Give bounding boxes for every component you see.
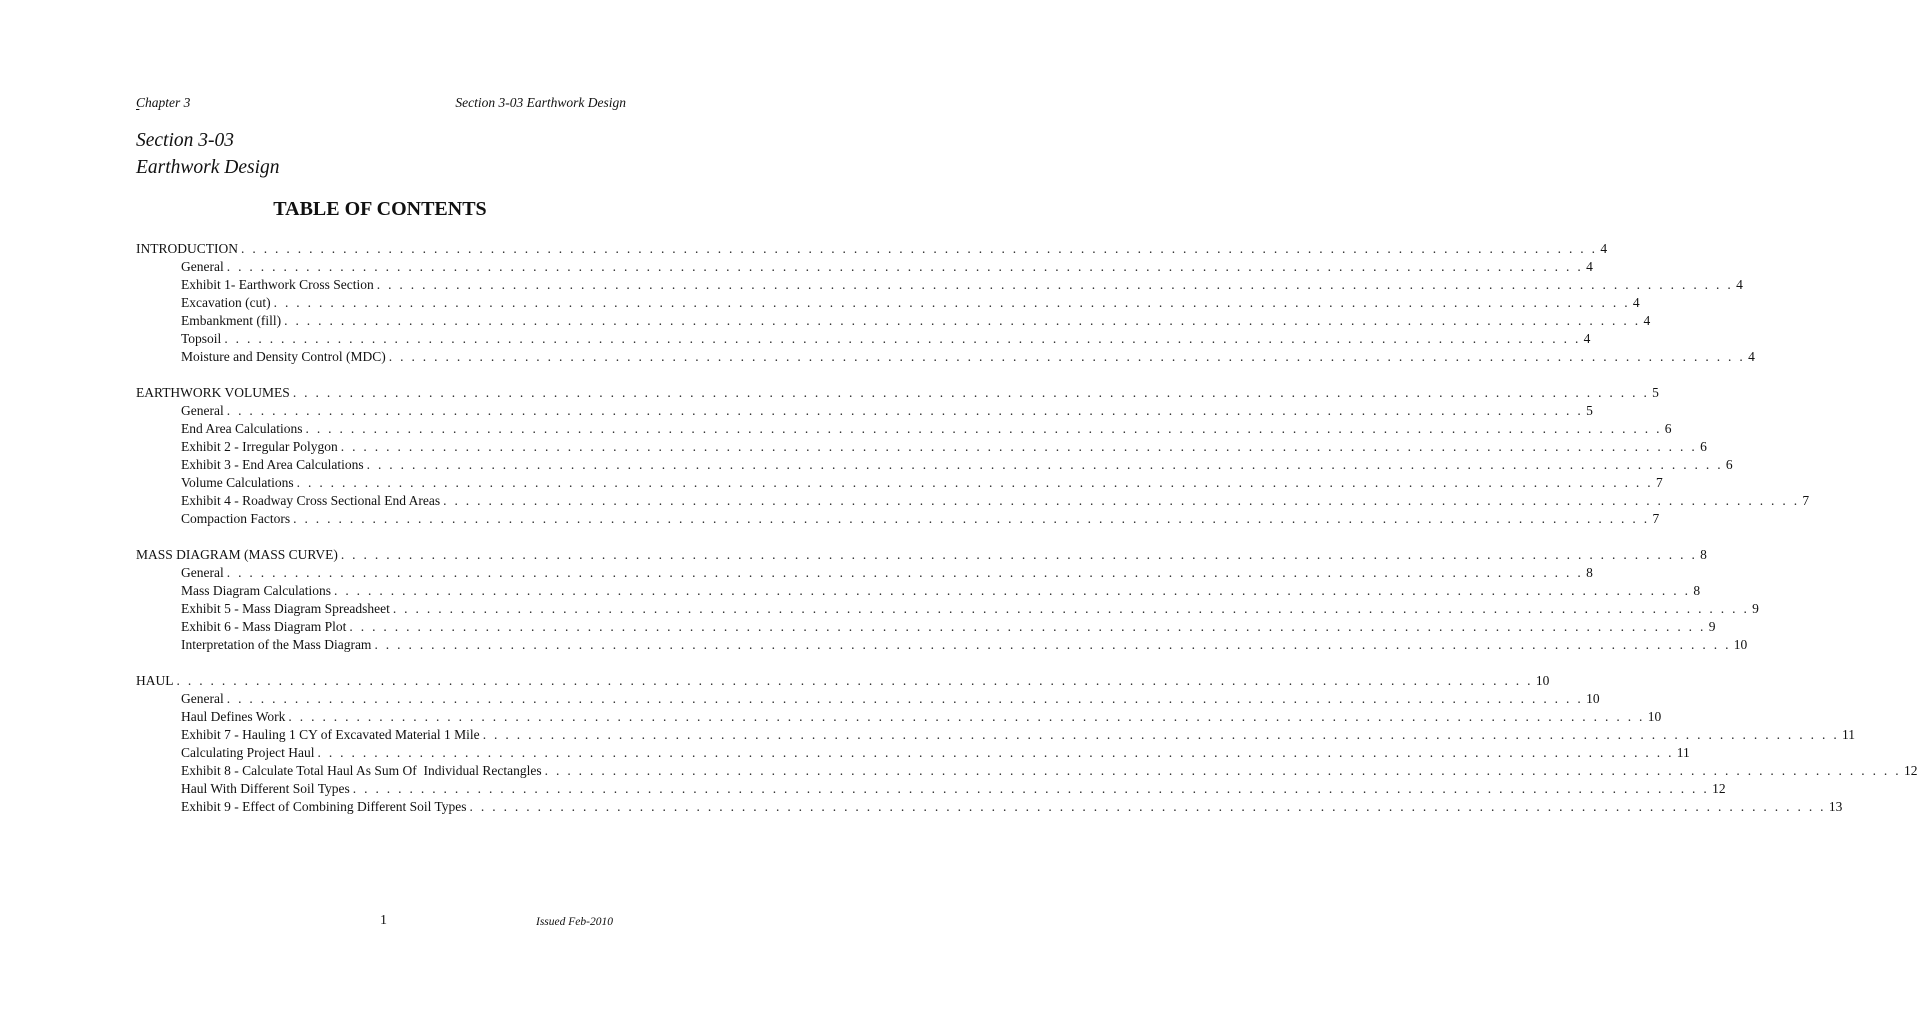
toc-entry[interactable] — [136, 330, 1591, 348]
dot-leader: . . . . . . . . . . . . . . . . . . . . . . . . . . . . . . . . . . . . . . . . . . . . . . . . . . . . . . . . . . . . . . . . . . . . . . . . . . . . . . . . . . . . . . . . . . . . . . . . . . . . . . . . . . . . . . . . . . . . . . . . — [469, 799, 1826, 814]
table-of-contents — [136, 240, 1917, 834]
toc-entry-page: 10 — [1586, 691, 1600, 706]
toc-entry[interactable] — [136, 726, 1856, 744]
toc-entry-page: 11 — [1842, 727, 1856, 742]
toc-entry-page: 6 — [1700, 439, 1707, 454]
dot-leader: . . . . . . . . . . . . . . . . . . . . . . . . . . . . . . . . . . . . . . . . . . . . . . . . . . . . . . . . . . . . . . . . . . . . . . . . . . . . . . . . . . . . . . . . . . . . . . . . . . . . . . . . . . . . . . . . . . . . . . . . — [340, 439, 1698, 454]
page-number: 1 — [380, 913, 387, 928]
toc-section-heading[interactable] — [136, 240, 1608, 258]
dot-leader: . . . . . . . . . . . . . . . . . . . . . . . . . . . . . . . . . . . . . . . . . . . . . . . . . . . . . . . . . . . . . . . . . . . . . . . . . . . . . . . . . . . . . . . . . . . . . . . . . . . . . . . . . . . . . . . . . . . . . . . . — [392, 601, 1750, 616]
toc-heading: TABLE OF CONTENTS — [273, 198, 487, 220]
toc-entry-label: Compaction Factors — [181, 511, 291, 526]
section-number: Section 3-03 — [136, 130, 235, 151]
toc-entry[interactable] — [136, 438, 1707, 456]
toc-entry[interactable] — [136, 348, 1755, 366]
section-label: Section 3-03 Earthwork Design — [455, 95, 626, 110]
toc-entry-label: Exhibit 7 - Hauling 1 CY of Excavated Material 1 Mile — [181, 727, 480, 742]
toc-entry-page: 4 — [1583, 331, 1591, 346]
toc-entry-label: General — [181, 403, 224, 418]
toc-section-heading[interactable] — [136, 546, 1707, 564]
toc-entry-page: 9 — [1708, 619, 1716, 634]
toc-entry-page: 12 — [1712, 781, 1726, 796]
dot-leader: . . . . . . . . . . . . . . . . . . . . . . . . . . . . . . . . . . . . . . . . . . . . . . . . . . . . . . . . . . . . . . . . . . . . . . . . . . . . . . . . . . . . . . . . . . . . . . . . . . . . . . . . . . . . . . . . . . . . . . . . — [388, 349, 1746, 364]
toc-entry[interactable] — [136, 690, 1600, 708]
toc-entry-page: 4 — [1736, 277, 1743, 292]
toc-entry[interactable] — [136, 582, 1701, 600]
toc-entry-page: 13 — [1828, 799, 1843, 814]
toc-entry[interactable] — [136, 420, 1672, 438]
toc-entry[interactable] — [136, 276, 1743, 294]
issued-date: Issued Feb-2010 — [536, 916, 613, 928]
toc-entry-label: Haul With Different Soil Types — [181, 781, 350, 796]
toc-entry[interactable] — [136, 510, 1660, 528]
dot-leader: . . . . . . . . . . . . . . . . . . . . . . . . . . . . . . . . . . . . . . . . . . . . . . . . . . . . . . . . . . . . . . . . . . . . . . . . . . . . . . . . . . . . . . . . . . . . . . . . . . . . . . . . . . . . . . . . . . . . . . . . — [374, 637, 1731, 652]
toc-entry-label: Exhibit 6 - Mass Diagram Plot — [181, 619, 347, 634]
toc-entry-page: 4 — [1748, 349, 1755, 364]
toc-entry-page: 11 — [1676, 745, 1690, 760]
dot-leader: . . . . . . . . . . . . . . . . . . . . . . . . . . . . . . . . . . . . . . . . . . . . . . . . . . . . . . . . . . . . . . . . . . . . . . . . . . . . . . . . . . . . . . . . . . . . . . . . . . . . . . . . . . . . . . . . . . . . . . . . — [226, 259, 1584, 274]
dot-leader: . . . . . . . . . . . . . . . . . . . . . . . . . . . . . . . . . . . . . . . . . . . . . . . . . . . . . . . . . . . . . . . . . . . . . . . . . . . . . . . . . . . . . . . . . . . . . . . . . . . . . . . . . . . . . . . . . . . . . . . . — [224, 331, 1581, 346]
toc-entry[interactable] — [136, 744, 1690, 762]
toc-entry[interactable] — [136, 312, 1651, 330]
toc-entry[interactable] — [136, 564, 1593, 582]
toc-entry-label: Calculating Project Haul — [181, 745, 315, 760]
dot-leader: . . . . . . . . . . . . . . . . . . . . . . . . . . . . . . . . . . . . . . . . . . . . . . . . . . . . . . . . . . . . . . . . . . . . . . . . . . . . . . . . . . . . . . . . . . . . . . . . . . . . . . . . . . . . . . . . . . . . . . . . — [176, 673, 1533, 688]
toc-entry-page: 7 — [1802, 493, 1810, 508]
dot-leader: . . . . . . . . . . . . . . . . . . . . . . . . . . . . . . . . . . . . . . . . . . . . . . . . . . . . . . . . . . . . . . . . . . . . . . . . . . . . . . . . . . . . . . . . . . . . . . . . . . . . . . . . . . . . . . . . . . . . . . . . — [333, 583, 1691, 598]
toc-entry-label: Exhibit 5 - Mass Diagram Spreadsheet — [181, 601, 390, 616]
toc-entry-label: Embankment (fill) — [181, 313, 282, 328]
toc-entry-page: 7 — [1652, 511, 1660, 526]
toc-section — [136, 384, 1810, 528]
toc-entry-label: Interpretation of the Mass Diagram — [181, 637, 372, 652]
toc-entry[interactable] — [136, 762, 1917, 780]
toc-section-heading[interactable] — [136, 672, 1550, 690]
toc-entry-page: 4 — [1643, 313, 1651, 328]
toc-entry-page: 10 — [1647, 709, 1662, 724]
toc-entry-page: 5 — [1586, 403, 1593, 418]
toc-entry-page: 9 — [1752, 601, 1759, 616]
toc-section — [136, 672, 1917, 816]
dot-leader: . . . . . . . . . . . . . . . . . . . . . . . . . . . . . . . . . . . . . . . . . . . . . . . . . . . . . . . . . . . . . . . . . . . . . . . . . . . . . . . . . . . . . . . . . . . . . . . . . . . . . . . . . . . . . . . . . . . . . . . . — [226, 565, 1584, 580]
toc-entry-page: 8 — [1700, 547, 1707, 562]
toc-entry-label: General — [181, 565, 224, 580]
dot-leader: . . . . . . . . . . . . . . . . . . . . . . . . . . . . . . . . . . . . . . . . . . . . . . . . . . . . . . . . . . . . . . . . . . . . . . . . . . . . . . . . . . . . . . . . . . . . . . . . . . . . . . . . . . . . . . . . . . . . . . . . — [317, 745, 1674, 760]
dot-leader: . . . . . . . . . . . . . . . . . . . . . . . . . . . . . . . . . . . . . . . . . . . . . . . . . . . . . . . . . . . . . . . . . . . . . . . . . . . . . . . . . . . . . . . . . . . . . . . . . . . . . . . . . . . . . . . . . . . . . . . . — [544, 763, 1901, 778]
toc-entry-label: HAUL — [136, 673, 174, 688]
toc-entry-label: Mass Diagram Calculations — [181, 583, 331, 598]
toc-entry-page: 10 — [1733, 637, 1748, 652]
dot-leader: . . . . . . . . . . . . . . . . . . . . . . . . . . . . . . . . . . . . . . . . . . . . . . . . . . . . . . . . . . . . . . . . . . . . . . . . . . . . . . . . . . . . . . . . . . . . . . . . . . . . . . . . . . . . . . . . . . . . . . . . — [292, 385, 1650, 400]
toc-entry-label: EARTHWORK VOLUMES — [136, 385, 290, 400]
dot-leader: . . . . . . . . . . . . . . . . . . . . . . . . . . . . . . . . . . . . . . . . . . . . . . . . . . . . . . . . . . . . . . . . . . . . . . . . . . . . . . . . . . . . . . . . . . . . . . . . . . . . . . . . . . . . . . . . . . . . . . . . — [273, 295, 1630, 310]
toc-entry-label: Exhibit 1- Earthwork Cross Section — [181, 277, 374, 292]
dot-leader: . . . . . . . . . . . . . . . . . . . . . . . . . . . . . . . . . . . . . . . . . . . . . . . . . . . . . . . . . . . . . . . . . . . . . . . . . . . . . . . . . . . . . . . . . . . . . . . . . . . . . . . . . . . . . . . . . . . . . . . . — [226, 403, 1584, 418]
dot-leader: . . . . . . . . . . . . . . . . . . . . . . . . . . . . . . . . . . . . . . . . . . . . . . . . . . . . . . . . . . . . . . . . . . . . . . . . . . . . . . . . . . . . . . . . . . . . . . . . . . . . . . . . . . . . . . . . . . . . . . . . — [443, 493, 1800, 508]
toc-entry[interactable] — [136, 798, 1843, 816]
toc-section — [136, 240, 1755, 366]
running-header — [136, 95, 626, 111]
toc-entry-page: 5 — [1652, 385, 1659, 400]
dot-leader: . . . . . . . . . . . . . . . . . . . . . . . . . . . . . . . . . . . . . . . . . . . . . . . . . . . . . . . . . . . . . . . . . . . . . . . . . . . . . . . . . . . . . . . . . . . . . . . . . . . . . . . . . . . . . . . . . . . . . . . . — [376, 277, 1734, 292]
dot-leader: . . . . . . . . . . . . . . . . . . . . . . . . . . . . . . . . . . . . . . . . . . . . . . . . . . . . . . . . . . . . . . . . . . . . . . . . . . . . . . . . . . . . . . . . . . . . . . . . . . . . . . . . . . . . . . . . . . . . . . . . — [241, 241, 1598, 256]
toc-entry-label: Excavation (cut) — [181, 295, 271, 310]
toc-section-heading[interactable] — [136, 384, 1659, 402]
toc-entry-label: INTRODUCTION — [136, 241, 238, 256]
dot-leader: . . . . . . . . . . . . . . . . . . . . . . . . . . . . . . . . . . . . . . . . . . . . . . . . . . . . . . . . . . . . . . . . . . . . . . . . . . . . . . . . . . . . . . . . . . . . . . . . . . . . . . . . . . . . . . . . . . . . . . . . — [288, 709, 1645, 724]
dot-leader: . . . . . . . . . . . . . . . . . . . . . . . . . . . . . . . . . . . . . . . . . . . . . . . . . . . . . . . . . . . . . . . . . . . . . . . . . . . . . . . . . . . . . . . . . . . . . . . . . . . . . . . . . . . . . . . . . . . . . . . . — [296, 475, 1653, 490]
toc-entry-label: Moisture and Density Control (MDC) — [181, 349, 386, 364]
dot-leader: . . . . . . . . . . . . . . . . . . . . . . . . . . . . . . . . . . . . . . . . . . . . . . . . . . . . . . . . . . . . . . . . . . . . . . . . . . . . . . . . . . . . . . . . . . . . . . . . . . . . . . . . . . . . . . . . . . . . . . . . — [293, 511, 1650, 526]
toc-entry[interactable] — [136, 618, 1716, 636]
toc-entry-label: Exhibit 4 - Roadway Cross Sectional End Areas — [181, 493, 441, 508]
toc-entry[interactable] — [136, 456, 1733, 474]
toc-entry-page: 7 — [1655, 475, 1663, 490]
dot-leader: . . . . . . . . . . . . . . . . . . . . . . . . . . . . . . . . . . . . . . . . . . . . . . . . . . . . . . . . . . . . . . . . . . . . . . . . . . . . . . . . . . . . . . . . . . . . . . . . . . . . . . . . . . . . . . . . . . . . . . . . — [284, 313, 1641, 328]
toc-entry[interactable] — [136, 600, 1759, 618]
toc-section — [136, 546, 1759, 654]
toc-entry-page: 4 — [1600, 241, 1608, 256]
section-name: Earthwork Design — [136, 157, 280, 178]
dot-leader: . . . . . . . . . . . . . . . . . . . . . . . . . . . . . . . . . . . . . . . . . . . . . . . . . . . . . . . . . . . . . . . . . . . . . . . . . . . . . . . . . . . . . . . . . . . . . . . . . . . . . . . . . . . . . . . . . . . . . . . . — [349, 619, 1706, 634]
toc-entry-page: 12 — [1903, 763, 1917, 778]
toc-entry-label: Exhibit 2 - Irregular Polygon — [181, 439, 338, 454]
toc-entry-page: 4 — [1632, 295, 1640, 310]
toc-entry[interactable] — [136, 708, 1662, 726]
dot-leader: . . . . . . . . . . . . . . . . . . . . . . . . . . . . . . . . . . . . . . . . . . . . . . . . . . . . . . . . . . . . . . . . . . . . . . . . . . . . . . . . . . . . . . . . . . . . . . . . . . . . . . . . . . . . . . . . . . . . . . . . — [366, 457, 1723, 472]
toc-entry-label: Topsoil — [181, 331, 222, 346]
section-title — [136, 127, 280, 181]
toc-entry-label: Volume Calculations — [181, 475, 294, 490]
toc-entry-label: End Area Calculations — [181, 421, 303, 436]
toc-entry-label: General — [181, 691, 224, 706]
dot-leader: . . . . . . . . . . . . . . . . . . . . . . . . . . . . . . . . . . . . . . . . . . . . . . . . . . . . . . . . . . . . . . . . . . . . . . . . . . . . . . . . . . . . . . . . . . . . . . . . . . . . . . . . . . . . . . . . . . . . . . . . — [340, 547, 1698, 562]
toc-entry-page: 6 — [1664, 421, 1672, 436]
toc-entry-label: Exhibit 9 - Effect of Combining Different Soil Types — [181, 799, 467, 814]
dot-leader: . . . . . . . . . . . . . . . . . . . . . . . . . . . . . . . . . . . . . . . . . . . . . . . . . . . . . . . . . . . . . . . . . . . . . . . . . . . . . . . . . . . . . . . . . . . . . . . . . . . . . . . . . . . . . . . . . . . . . . . . — [226, 691, 1584, 706]
dot-leader: . . . . . . . . . . . . . . . . . . . . . . . . . . . . . . . . . . . . . . . . . . . . . . . . . . . . . . . . . . . . . . . . . . . . . . . . . . . . . . . . . . . . . . . . . . . . . . . . . . . . . . . . . . . . . . . . . . . . . . . . — [305, 421, 1662, 436]
toc-entry[interactable] — [136, 492, 1810, 510]
toc-entry[interactable] — [136, 474, 1663, 492]
toc-entry-label: MASS DIAGRAM (MASS CURVE) — [136, 547, 338, 562]
toc-entry-label: General — [181, 259, 224, 274]
toc-entry[interactable] — [136, 780, 1726, 798]
toc-entry[interactable] — [136, 636, 1748, 654]
toc-entry-page: 6 — [1725, 457, 1733, 472]
dot-leader: . . . . . . . . . . . . . . . . . . . . . . . . . . . . . . . . . . . . . . . . . . . . . . . . . . . . . . . . . . . . . . . . . . . . . . . . . . . . . . . . . . . . . . . . . . . . . . . . . . . . . . . . . . . . . . . . . . . . . . . . — [352, 781, 1710, 796]
toc-entry[interactable] — [136, 258, 1593, 276]
toc-entry[interactable] — [136, 294, 1640, 312]
toc-entry-page: 8 — [1693, 583, 1701, 598]
toc-entry-label: Haul Defines Work — [181, 709, 286, 724]
toc-entry-page: 10 — [1535, 673, 1550, 688]
toc-entry-label: Exhibit 3 - End Area Calculations — [181, 457, 364, 472]
dot-leader: . . . . . . . . . . . . . . . . . . . . . . . . . . . . . . . . . . . . . . . . . . . . . . . . . . . . . . . . . . . . . . . . . . . . . . . . . . . . . . . . . . . . . . . . . . . . . . . . . . . . . . . . . . . . . . . . . . . . . . . . — [482, 727, 1840, 742]
chapter-label: Chapter 3 — [136, 95, 191, 110]
toc-entry-page: 8 — [1586, 565, 1593, 580]
toc-entry[interactable] — [136, 402, 1593, 420]
toc-entry-label: Exhibit 8 - Calculate Total Haul As Sum Of Individual Rectangles — [181, 763, 542, 778]
toc-entry-page: 4 — [1586, 259, 1593, 274]
